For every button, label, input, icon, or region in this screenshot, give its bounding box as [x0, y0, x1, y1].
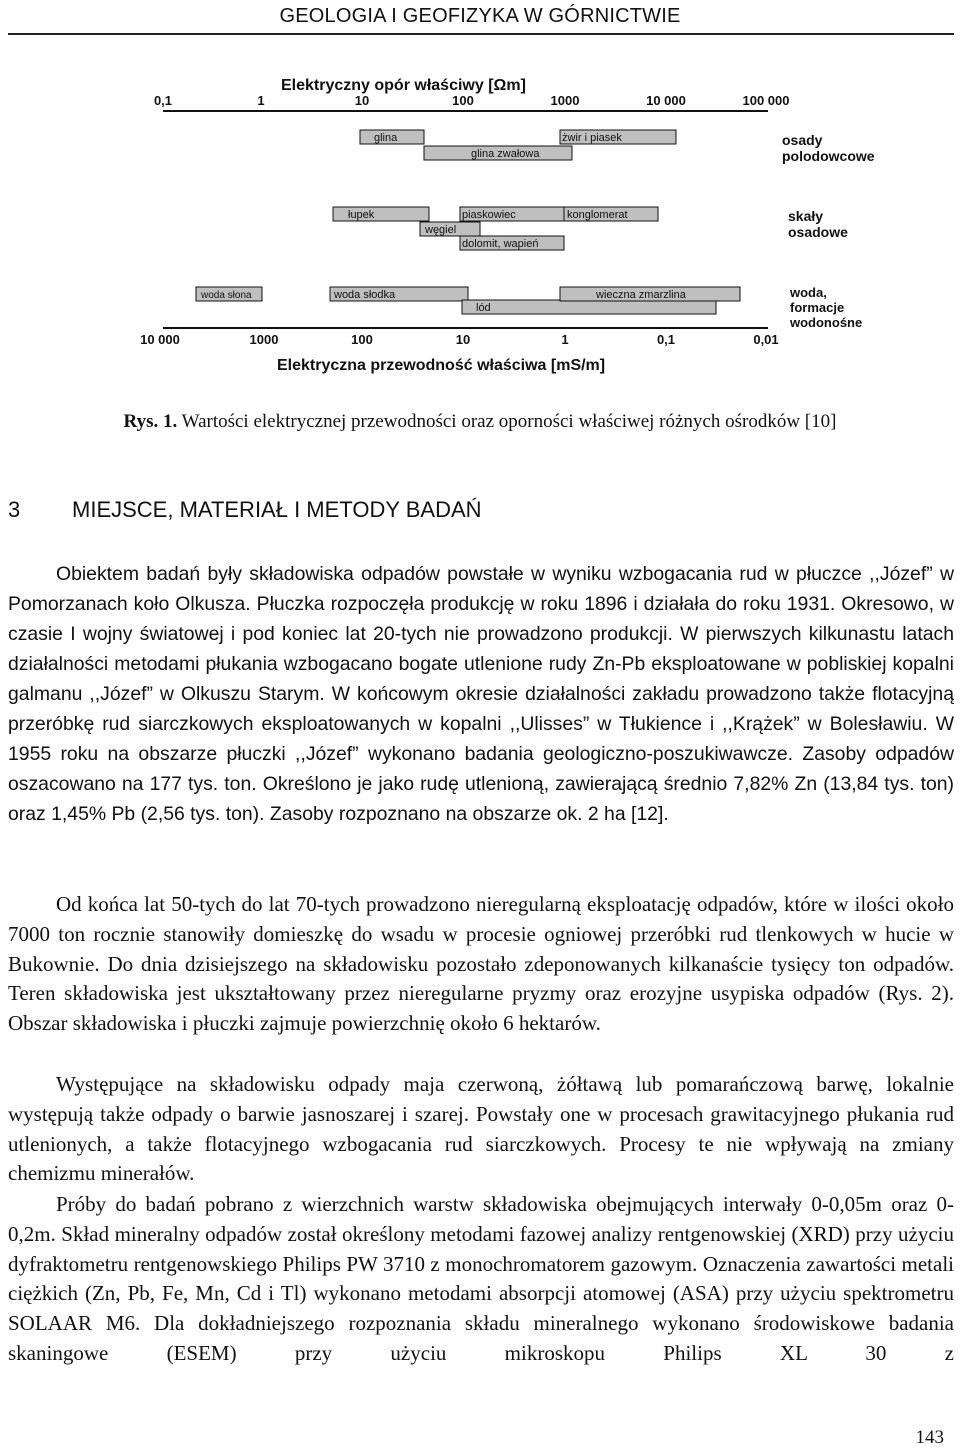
paragraph-1: Obiektem badań były składowiska odpadów powstałe w wyniku wzbogacania rud w płuczce ,,Józef” w Pomorzanach koło Olkusza. Płuczka rozpoczęła produkcję w roku 1896 i działała do roku 1931. Okresowo, w czasie I wojny światowej i pod koniec lat 20-tych nie prowadzono produkcji. W pierwszych kilkunastu latach działalności metodami płukania wzbogacano bogate utlenione rudy Zn-Pb eksploatowane w pobliskiej kopalni galmanu ,,Józef” w Olkuszu Starym. W końcowym okresie działalności zakładu prowadzono także flotacyjną przeróbkę rud siarczkowych eksploatowanych w kopalni ,,Ulisses” w Tłukience i ,,Krążek” w Bolesławiu. W 1955 roku na obszarze płuczki ,,Józef” wykonano badania geologiczno-poszukiwawcze. Zasoby odpadów oszacowano na 177 tys. ton. Określono je jako rudę utlenioną, zawierającą średnio 7,82% Zn (13,84 tys. ton) oraz 1,45% Pb (2,56 tys. ton). Zasoby rozpoznano na obszarze ok. 2 ha [12].: [8, 563, 954, 825]
top-tick-label: 1000: [550, 93, 580, 108]
group-label: skały: [788, 208, 824, 224]
bottom-tick-label: 0,01: [753, 332, 779, 347]
band-label: woda słodka: [334, 289, 396, 301]
band-label: węgiel: [425, 224, 457, 236]
group-label: osady: [782, 132, 823, 148]
band-label: wieczna zmarzlina: [596, 289, 686, 301]
header-rule: [8, 33, 954, 35]
bottom-tick-label: 10 000: [140, 332, 180, 347]
band-label: glina: [374, 132, 398, 144]
section-title: MIEJSCE, MATERIAŁ I METODY BADAŃ: [72, 497, 482, 522]
band-label: glina zwałowa: [471, 148, 540, 160]
top-tick-label: 10 000: [646, 93, 686, 108]
top-axis-title: Elektryczny opór właściwy [Ωm]: [281, 77, 526, 94]
figure-caption: [0, 410, 960, 434]
bottom-tick-label: 1000: [249, 332, 279, 347]
band-label: woda słona: [201, 290, 252, 301]
caption-label: Rys. 1.: [123, 411, 178, 432]
band-lod: [462, 300, 716, 314]
band-label: piaskowiec: [462, 209, 516, 221]
page-number: 143: [915, 1427, 944, 1448]
group-label: formacje: [790, 300, 845, 315]
bottom-tick-label: 1: [561, 332, 569, 347]
bottom-tick-label: 100: [351, 332, 373, 347]
caption-text: Wartości elektrycznej przewodności oraz oporności właściwej różnych ośrodków [10]: [181, 411, 837, 432]
top-tick-label: 1: [257, 93, 265, 108]
resistivity-figure: [0, 60, 960, 380]
band-label: konglomerat: [567, 209, 628, 221]
group-label: osadowe: [788, 224, 848, 240]
bottom-axis-title: Elektryczna przewodność właściwa [mS/m]: [277, 357, 606, 374]
group-label: polodowcowe: [782, 148, 875, 164]
bottom-tick-label: 0,1: [656, 332, 676, 347]
band-label: żwir i piasek: [562, 132, 622, 144]
running-header: GEOLOGIA I GEOFIZYKA W GÓRNICTWIE: [279, 5, 681, 27]
paragraph-3: Występujące na składowisku odpady maja czerwoną, żółtawą lub pomarańczową barwę, lokalnie występują także odpady o barwie jasnoszarej i szarej. Powstały one w procesach grawitacyjnego płukania rud utlenionych, a także flotacyjnego wzbogacania rud siarczkowych. Procesy te nie wpływają na zmiany chemizmu minerałów.: [8, 1072, 954, 1186]
top-tick-label: 0,1: [153, 93, 173, 108]
bottom-tick-label: 10: [455, 332, 471, 347]
top-tick-label: 100 000: [742, 93, 790, 108]
paragraph-2: Od końca lat 50-tych do lat 70-tych prowadzono nieregularną eksploatację odpadów, które w ilości około 7000 ton rocznie stanowiły domieszkę do wsadu w procesie ogniowej przeróbki rud tlenkowych w hucie w Bukownie. Do dnia dzisiejszego na składowisku pozostało zdeponowanych kilkanaście tysięcy ton odpadów. Teren składowiska jest ukształtowany przez nieregularne pryzmy oraz erozyjne usypiska odpadów (Rys. 2). Obszar składowiska i płuczki zajmuje powierzchnię około 6 hektarów.: [8, 892, 954, 1035]
section-number: 3: [8, 497, 21, 522]
group-label: woda,: [790, 285, 827, 300]
paragraph-4: Próby do badań pobrano z wierzchnich warstw składowiska obejmujących interwały 0-0,05m oraz 0-0,2m. Skład mineralny odpadów został określony metodami fazowej analizy rentgenowskiej (XRD) przy użyciu dyfraktometru rentgenowskiego Philips PW 3710 z monochromatorem gazowym. Oznaczenia zawartości metali ciężkich (Zn, Pb, Fe, Mn, Cd i Tl) wykonano metodami absorpcji atomowej (ASA) przy użyciu spektrometru SOLAAR M6. Dla dokładniejszego rozpoznania składu mineralnego wykonano środowiskowe badania skaningowe (ESEM) przy użyciu mikroskopu Philips XL 30 z: [8, 1192, 954, 1365]
band-label: lód: [476, 302, 491, 314]
group-label: wodonośne: [790, 315, 863, 330]
top-tick-label: 100: [452, 93, 474, 108]
section-heading: [8, 496, 948, 524]
band-label: łupek: [348, 209, 375, 221]
top-tick-label: 10: [354, 93, 370, 108]
resistivity-diagram: [0, 60, 960, 380]
band-label: dolomit, wapień: [462, 238, 539, 250]
